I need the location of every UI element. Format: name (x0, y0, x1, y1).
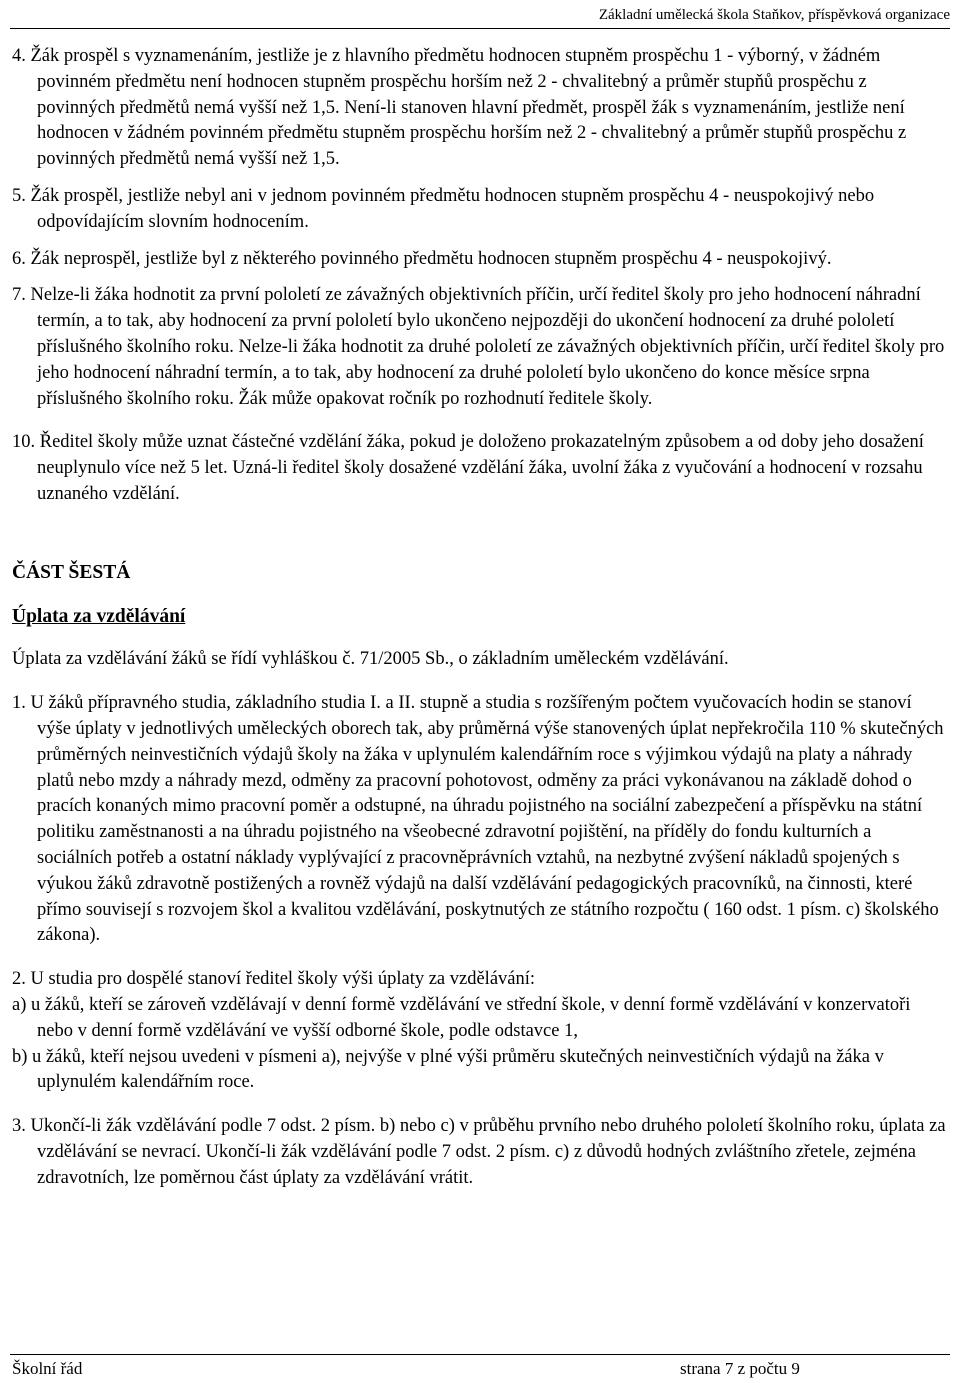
paragraph-5: 5. Žák prospěl, jestliže nebyl ani v jednom povinném předmětu hodnocen stupněm prospěchu 4 - neuspokojivý nebo odpovídajícím slovním hodnocením. (12, 185, 875, 232)
section-intro: Úplata za vzdělávání žáků se řídí vyhláškou č. 71/2005 Sb., o základním uměleckém vzdělávání. (12, 649, 729, 670)
section-item-2a: a) u žáků, kteří se zároveň vzdělávají v denní formě vzdělávání ve střední škole, v denní formě vzdělávání v konzervatoři nebo v denní formě vzdělávání ve vyšší odborné škole, podle odstavce 1, (12, 994, 911, 1041)
footer-document-name: Školní řád (12, 1359, 83, 1378)
section-item-2b: b) u žáků, kteří nejsou uvedeni v písmeni a), nejvýše v plné výši průměru skutečných neinvestičních výdajů na žáka v uplynulém kalendářním roce. (12, 1046, 884, 1093)
header-title: Základní umělecká škola Staňkov, příspěvková organizace (598, 7, 950, 23)
part-title: ČÁST ŠESTÁ (12, 561, 131, 583)
paragraph-7: 7. Nelze-li žáka hodnotit za první pololetí ze závažných objektivních příčin, určí ředitel školy pro jeho hodnocení náhradní termín, a to tak, aby hodnocení za první pololetí bylo ukončeno nejpozději do ukončení hodnocení za druhé pololetí příslušného školního roku. Nelze-li žáka hodnotit za druhé pololetí ze závažných objektivních příčin, určí ředitel školy pro jeho hodnocení náhradní termín, a to tak, aby hodnocení za druhé pololetí bylo ukončeno do konce měsíce srpna příslušného školního roku. Žák může opakovat ročník po rozhodnutí ředitele školy. (12, 285, 945, 409)
page-header (10, 0, 950, 29)
section-item-2: 2. U studia pro dospělé stanoví ředitel školy výši úplaty za vzdělávání: (12, 969, 536, 990)
paragraph-4: 4. Žák prospěl s vyznamenáním, jestliže je z hlavního předmětu hodnocen stupněm prospěchu 1 - výborný, v žádném povinném předmětu není hodnocen stupněm prospěchu horším než 2 - chvalitebný a průměr stupňů prospěchu z povinných předmětů nemá vyšší než 1,5. Není-li stanoven hlavní předmět, prospěl žák s vyznamenáním, jestliže není hodnocen v žádném povinném předmětu stupněm prospěchu horším než 2 - chvalitebný a průměr stupňů prospěchu z povinných předmětů nemá vyšší než 1,5. (12, 46, 907, 170)
section-subtitle: Úplata za vzdělávání (12, 605, 186, 627)
section-item-1: 1. U žáků přípravného studia, základního studia I. a II. stupně a studia s rozšířeným počtem vyučovacích hodin se stanoví výše úplaty v jednotlivých uměleckých oborech tak, aby průměrná výše stanovených úplat nepřekročila 110 % skutečných průměrných neinvestičních výdajů školy na žáka v uplynulém kalendářním roce s výjimkou výdajů na platy a náhrady platů nebo mzdy a náhrady mezd, odměny za pracovní pohotovost, odměny za práci vykonávanou na základě dohod o pracích konaných mimo pracovní poměr a odstupné, na úhradu pojistného na sociální zabezpečení a příspěvku na státní politiku zaměstnanosti a na úhradu pojistného na všeobecné zdravotní pojištění, na příděly do fondu kulturních a sociálních potřeb a ostatní náklady vyplývající z pracovněprávních vztahů, na nezbytné zvýšení nákladů spojených s výukou žáků zdravotně postižených a rovněž výdajů na další vzdělávání pedagogických pracovníků, na činnosti, které přímo souvisejí s rozvojem škol a kvalitou vzdělávání, poskytnutých ze státního rozpočtu ( 160 odst. 1 písm. c) školského zákona). (12, 693, 944, 946)
page-content (12, 44, 948, 1191)
page-footer (10, 1354, 950, 1383)
footer-page-number: strana 7 z počtu 9 (680, 1359, 800, 1378)
section-item-3: 3. Ukončí-li žák vzdělávání podle 7 odst. 2 písm. b) nebo c) v průběhu prvního nebo druhého pololetí školního roku, úplata za vzdělávání se nevrací. Ukončí-li žák vzdělávání podle 7 odst. 2 písm. c) z důvodů hodných zvláštního zřetele, zejména zdravotních, lze poměrnou část úplaty za vzdělávání vrátit. (12, 1116, 946, 1188)
paragraph-10: 10. Ředitel školy může uznat částečné vzdělání žáka, pokud je doloženo prokazatelným způsobem a od doby jeho dosažení neuplynulo více než 5 let. Uzná-li ředitel školy dosažené vzdělání žáka, uvolní žáka z vyučování a hodnocení v rozsahu uznaného vzdělání. (12, 432, 924, 504)
paragraph-6: 6. Žák neprospěl, jestliže byl z některého povinného předmětu hodnocen stupněm prospěchu 4 - neuspokojivý. (12, 248, 832, 269)
